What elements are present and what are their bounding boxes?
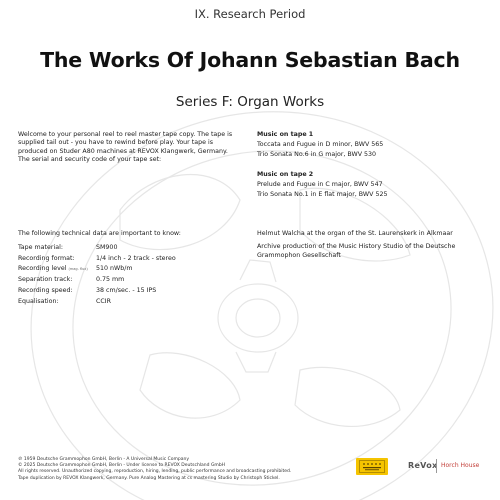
tech-row-tape-material: [18, 242, 176, 253]
deutsche-grammophon-logo: [356, 458, 388, 475]
tech-label-text: Recording level: [18, 265, 67, 273]
tech-value: 1/4 inch - 2 track - stereo: [96, 254, 176, 262]
tech-label: [18, 265, 96, 272]
tech-label-text: Recording speed:: [18, 287, 73, 295]
tape-2-heading: Music on tape 2: [257, 171, 314, 179]
copyright-footer: [18, 457, 310, 482]
welcome-paragraph: Welcome to your personal reel to reel master tape copy. The tape is supplied tail out - you have to rewind before play. Your tape is produced on Studer A80 machines at REVOX Klangwerk, Germany.: [18, 131, 233, 155]
tech-value: 38 cm/sec. - 15 IPS: [96, 287, 157, 295]
series-subtitle: Series F: Organ Works: [175, 94, 325, 110]
research-period-label: IX. Research Period: [194, 7, 306, 21]
footer-line: ℗ 1959 Deutsche Grammophon GmbH, Berlin - A Universal Music Company: [18, 457, 190, 462]
performer-line: Helmut Walcha at the organ of the St. Laurenskerk in Alkmaar: [257, 230, 453, 237]
tech-value: SM900: [96, 243, 118, 251]
tech-label-text: Separation track:: [18, 276, 73, 284]
tape-1-track-1: Toccata and Fugue in D minor, BWV 565: [257, 140, 384, 148]
tech-row-recording-speed: [18, 285, 176, 296]
tech-label: [18, 298, 96, 305]
horch-house-logo: Horch House: [441, 462, 480, 469]
tech-value: 0.75 mm: [96, 276, 125, 284]
tech-label: [18, 287, 96, 294]
tech-label-text: Recording format:: [18, 254, 75, 262]
footer-line: All rights reserved. Unauthorized copying, reproduction, hiring, lending, public performance and broadcasting prohibited.: [18, 469, 292, 475]
tech-label: [18, 244, 96, 251]
album-title: The Works Of Johann Sebastian Bach: [40, 48, 460, 72]
footer-line: Tape duplication by REVOX Klangwerk, Germany. Pure Analog Mastering at cs mastering Studio by Christoph Stickel.: [18, 475, 280, 481]
tech-row-recording-format: [18, 253, 176, 264]
tech-label-text: Tape material:: [18, 243, 63, 251]
dg-crown-icon: [359, 460, 385, 473]
serial-code-line: The serial and security code of your tape set:: [18, 156, 162, 164]
tape-2-block: [257, 171, 487, 199]
technical-data-intro: The following technical data are important to know:: [18, 230, 181, 237]
archive-production-line: Archive production of the Music History Studio of the Deutsche Grammophon Gesellschaft: [257, 243, 456, 259]
tech-label: [18, 255, 96, 262]
performance-info: [257, 230, 485, 265]
tape-1-heading: Music on tape 1: [257, 131, 314, 138]
tech-row-equalisation: [18, 296, 176, 307]
welcome-text: [18, 131, 240, 165]
revox-logo: ReVox: [408, 461, 438, 470]
tech-label: [18, 276, 96, 283]
tech-value: CCIR: [96, 297, 112, 305]
logo-divider: [436, 459, 437, 473]
tape-2-track-2: Trio Sonata No.1 in E flat major, BWV 525: [257, 191, 388, 199]
footer-line: © 2025 Deutsche Grammophon GmbH, Berlin - Under license to REVOX Deutschland GmbH: [18, 463, 226, 469]
technical-data-table: [18, 242, 176, 307]
tape-2-track-1: Prelude and Fugue in C major, BWV 547: [257, 181, 383, 189]
tech-label-subscript: (mag. flux): [68, 267, 88, 272]
tape-1-block: [257, 131, 487, 159]
tech-row-separation-track: [18, 274, 176, 285]
tape-1-track-2: Trio Sonata No.6 in G major, BWV 530: [257, 150, 377, 158]
tech-value: 510 nWb/m: [96, 265, 133, 273]
tech-row-recording-level: [18, 264, 176, 275]
tape-contents: [257, 131, 487, 211]
tech-label-text: Equalisation:: [18, 297, 59, 305]
